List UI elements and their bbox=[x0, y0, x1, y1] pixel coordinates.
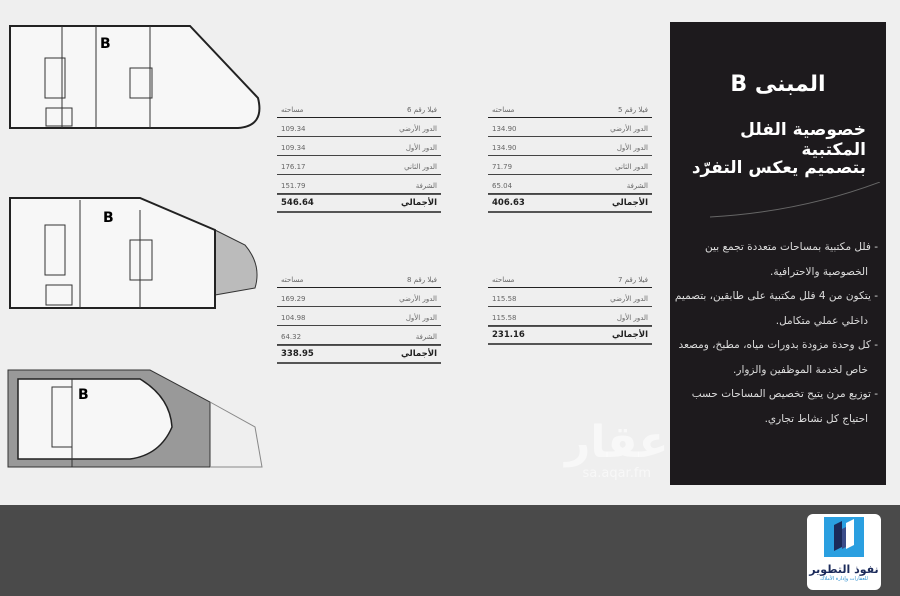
table-row: الدور الأول 134.90 bbox=[488, 137, 652, 156]
total-row: الأجمالي 338.95 bbox=[277, 345, 441, 364]
building-info-panel bbox=[670, 22, 886, 485]
feature-item: - يتكون من 4 فلل مكتبية على طابقين، بتصميم داخلي عملي متكامل. bbox=[674, 290, 878, 327]
table-row: الشرفة 64.32 bbox=[277, 326, 441, 345]
total-row: الأجمالي 546.64 bbox=[277, 194, 441, 213]
table-row: الدور الأرضي 109.34 bbox=[277, 118, 441, 137]
watermark: عقار sa.aqar.fm bbox=[565, 417, 669, 481]
svg-text:B: B bbox=[100, 36, 111, 52]
floor-plan-ground bbox=[0, 18, 270, 136]
svg-text:B: B bbox=[103, 210, 114, 226]
table-row: الدور الثاني 176.17 bbox=[277, 156, 441, 175]
table-row: الشرفة 65.04 bbox=[488, 175, 652, 194]
table-row: الدور الأول 115.58 bbox=[488, 307, 652, 326]
area-header: مساحته bbox=[492, 106, 515, 114]
decorative-curve bbox=[710, 182, 880, 222]
table-row: الشرفة 151.79 bbox=[277, 175, 441, 194]
features-list bbox=[673, 235, 878, 431]
subtitle-line-1: خصوصية الفلل المكتبية bbox=[740, 120, 866, 160]
villa-5-table bbox=[488, 102, 652, 213]
table-row: الدور الثاني 71.79 bbox=[488, 156, 652, 175]
villa-7-table bbox=[488, 272, 652, 345]
table-row: الدور الأرضي 115.58 bbox=[488, 288, 652, 307]
total-row: الأجمالي 231.16 bbox=[488, 326, 652, 345]
villa-name: فيلا رقم 6 bbox=[407, 106, 437, 114]
footer-band bbox=[0, 505, 900, 596]
area-header: مساحته bbox=[281, 276, 304, 284]
building-title: المبنى B bbox=[730, 72, 826, 97]
feature-item: - توزيع مرن يتيح تخصيص المساحات حسب احتياج كل نشاط تجاري. bbox=[691, 388, 878, 425]
subtitle-line-2: بتصميم يعكس التفرّد bbox=[691, 158, 866, 178]
total-row: الأجمالي 406.63 bbox=[488, 194, 652, 213]
logo-mark-icon bbox=[824, 517, 864, 557]
feature-item: - كل وحدة مزودة بدورات مياه، مطبخ، ومصعد خاص لخدمة الموظفين والزوار. bbox=[678, 339, 878, 376]
svg-text:B: B bbox=[78, 387, 89, 403]
table-row: الدور الأول 104.98 bbox=[277, 307, 441, 326]
table-row: الدور الأرضي 134.90 bbox=[488, 118, 652, 137]
company-logo: نفوذ التطوير للعقارات وإدارة الأملاك bbox=[807, 514, 881, 590]
villa-name: فيلا رقم 8 bbox=[407, 276, 437, 284]
table-row: الدور الأرضي 169.29 bbox=[277, 288, 441, 307]
floor-plan-roof bbox=[0, 367, 270, 477]
feature-item: - فلل مكتبية بمساحات متعددة تجمع بين الخصوصية والاحترافية. bbox=[705, 241, 878, 278]
area-header: مساحته bbox=[281, 106, 304, 114]
area-header: مساحته bbox=[492, 276, 515, 284]
table-row: الدور الأول 109.34 bbox=[277, 137, 441, 156]
villa-name: فيلا رقم 5 bbox=[618, 106, 648, 114]
villa-8-table bbox=[277, 272, 441, 364]
villa-name: فيلا رقم 7 bbox=[618, 276, 648, 284]
villa-6-table bbox=[277, 102, 441, 213]
floor-plan-first bbox=[0, 190, 270, 315]
